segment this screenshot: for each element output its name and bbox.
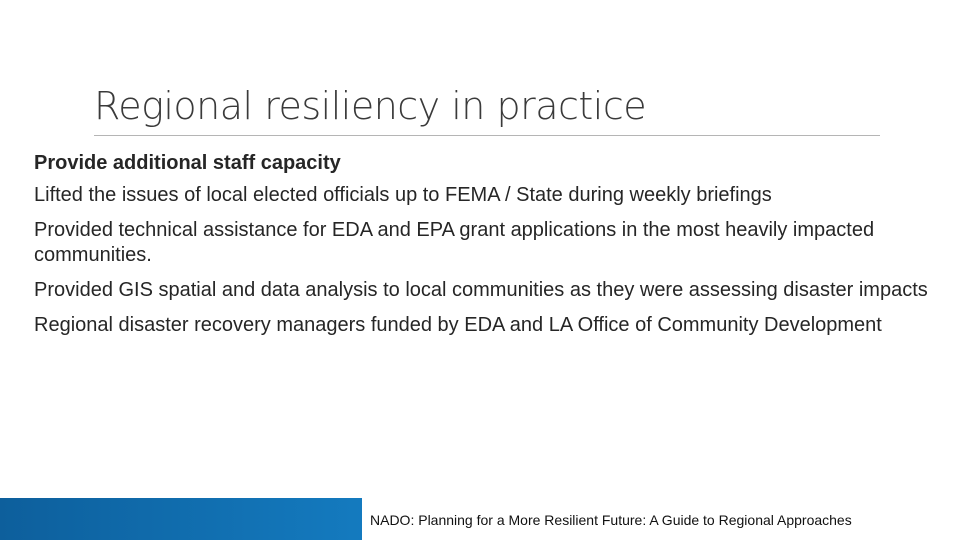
list-item: Provided GIS spatial and data analysis to local communities as they were assessing disaster impacts (34, 279, 928, 301)
section-heading: Provide additional staff capacity (34, 152, 341, 174)
title-underline (94, 135, 880, 136)
footer-citation: NADO: Planning for a More Resilient Future: A Guide to Regional Approaches (370, 512, 852, 528)
slide-body (34, 148, 934, 348)
footer-citation-box (362, 498, 960, 540)
list-item: Regional disaster recovery managers funded by EDA and LA Office of Community Development (34, 314, 882, 336)
slide-title: Regional resiliency in practice (94, 84, 647, 128)
list-item: Provided technical assistance for EDA and EPA grant applications in the most heavily impacted communities. (34, 219, 875, 266)
list-item: Lifted the issues of local elected officials up to FEMA / State during weekly briefings (34, 184, 772, 206)
